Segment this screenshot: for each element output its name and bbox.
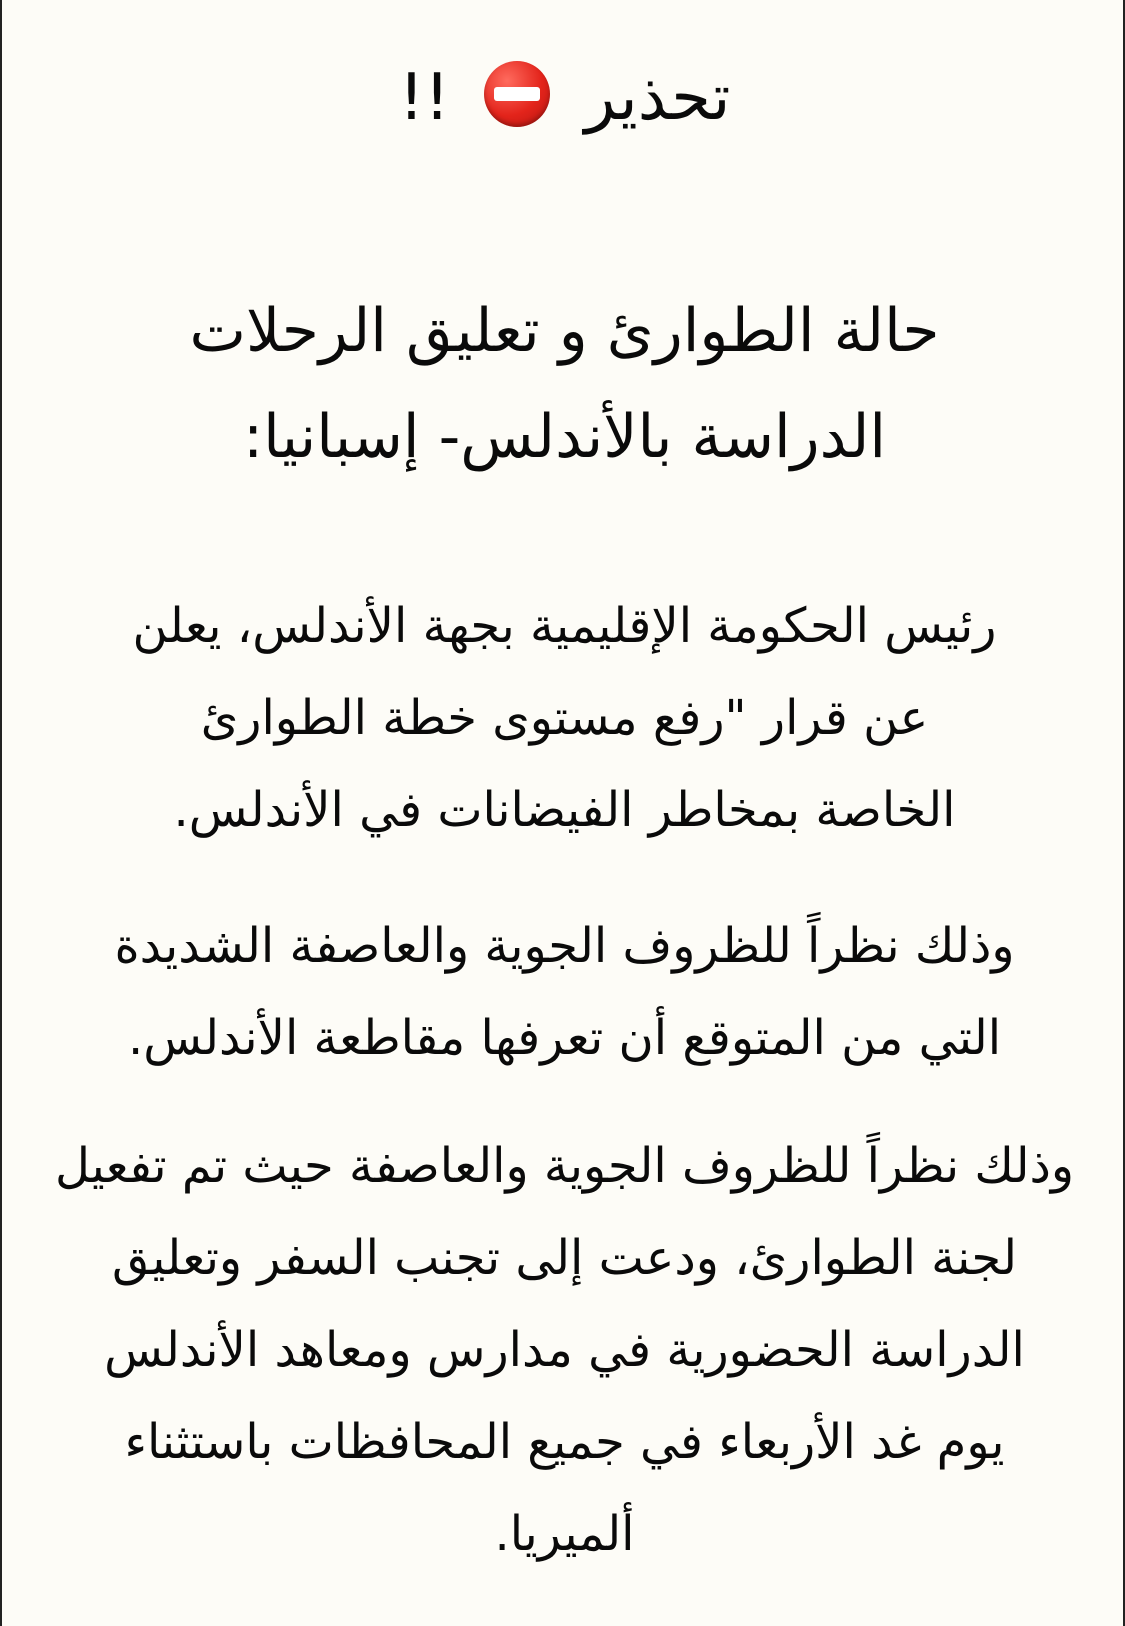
paragraph-line: وذلك نظراً للظروف الجوية والعاصفة حيث تم تفعيل xyxy=(54,1138,1075,1194)
title-word: تحذير xyxy=(584,61,731,135)
announcement-heading xyxy=(62,278,1067,490)
no-entry-icon xyxy=(484,61,550,127)
paragraph-line: ألميريا. xyxy=(494,1506,635,1562)
heading-line: الدراسة بالأندلس- إسبانيا: xyxy=(242,402,887,472)
paragraph-line: التي من المتوقع أن تعرفها مقاطعة الأندلس. xyxy=(127,1010,1002,1066)
title-exclamation: !! xyxy=(398,61,450,135)
paragraph-line: يوم غد الأربعاء في جميع المحافظات باستثناء xyxy=(124,1414,1005,1470)
paragraph-line: رئيس الحكومة الإقليمية بجهة الأندلس، يعلن xyxy=(132,598,997,654)
paragraph-line: الخاصة بمخاطر الفيضانات في الأندلس. xyxy=(173,782,956,838)
paragraph-line: عن قرار "رفع مستوى خطة الطوارئ xyxy=(200,690,929,746)
paragraph-announcement xyxy=(42,580,1087,856)
heading-line: حالة الطوارئ و تعليق الرحلات xyxy=(189,296,940,366)
paragraph-measures xyxy=(32,1120,1097,1580)
paragraph-line: لجنة الطوارئ، ودعت إلى تجنب السفر وتعليق xyxy=(112,1230,1017,1286)
paragraph-reason xyxy=(42,900,1087,1084)
paragraph-line: وذلك نظراً للظروف الجوية والعاصفة الشديدة xyxy=(114,918,1015,974)
paragraph-line: الدراسة الحضورية في مدارس ومعاهد الأندلس xyxy=(104,1322,1025,1378)
warning-title xyxy=(2,48,1125,148)
